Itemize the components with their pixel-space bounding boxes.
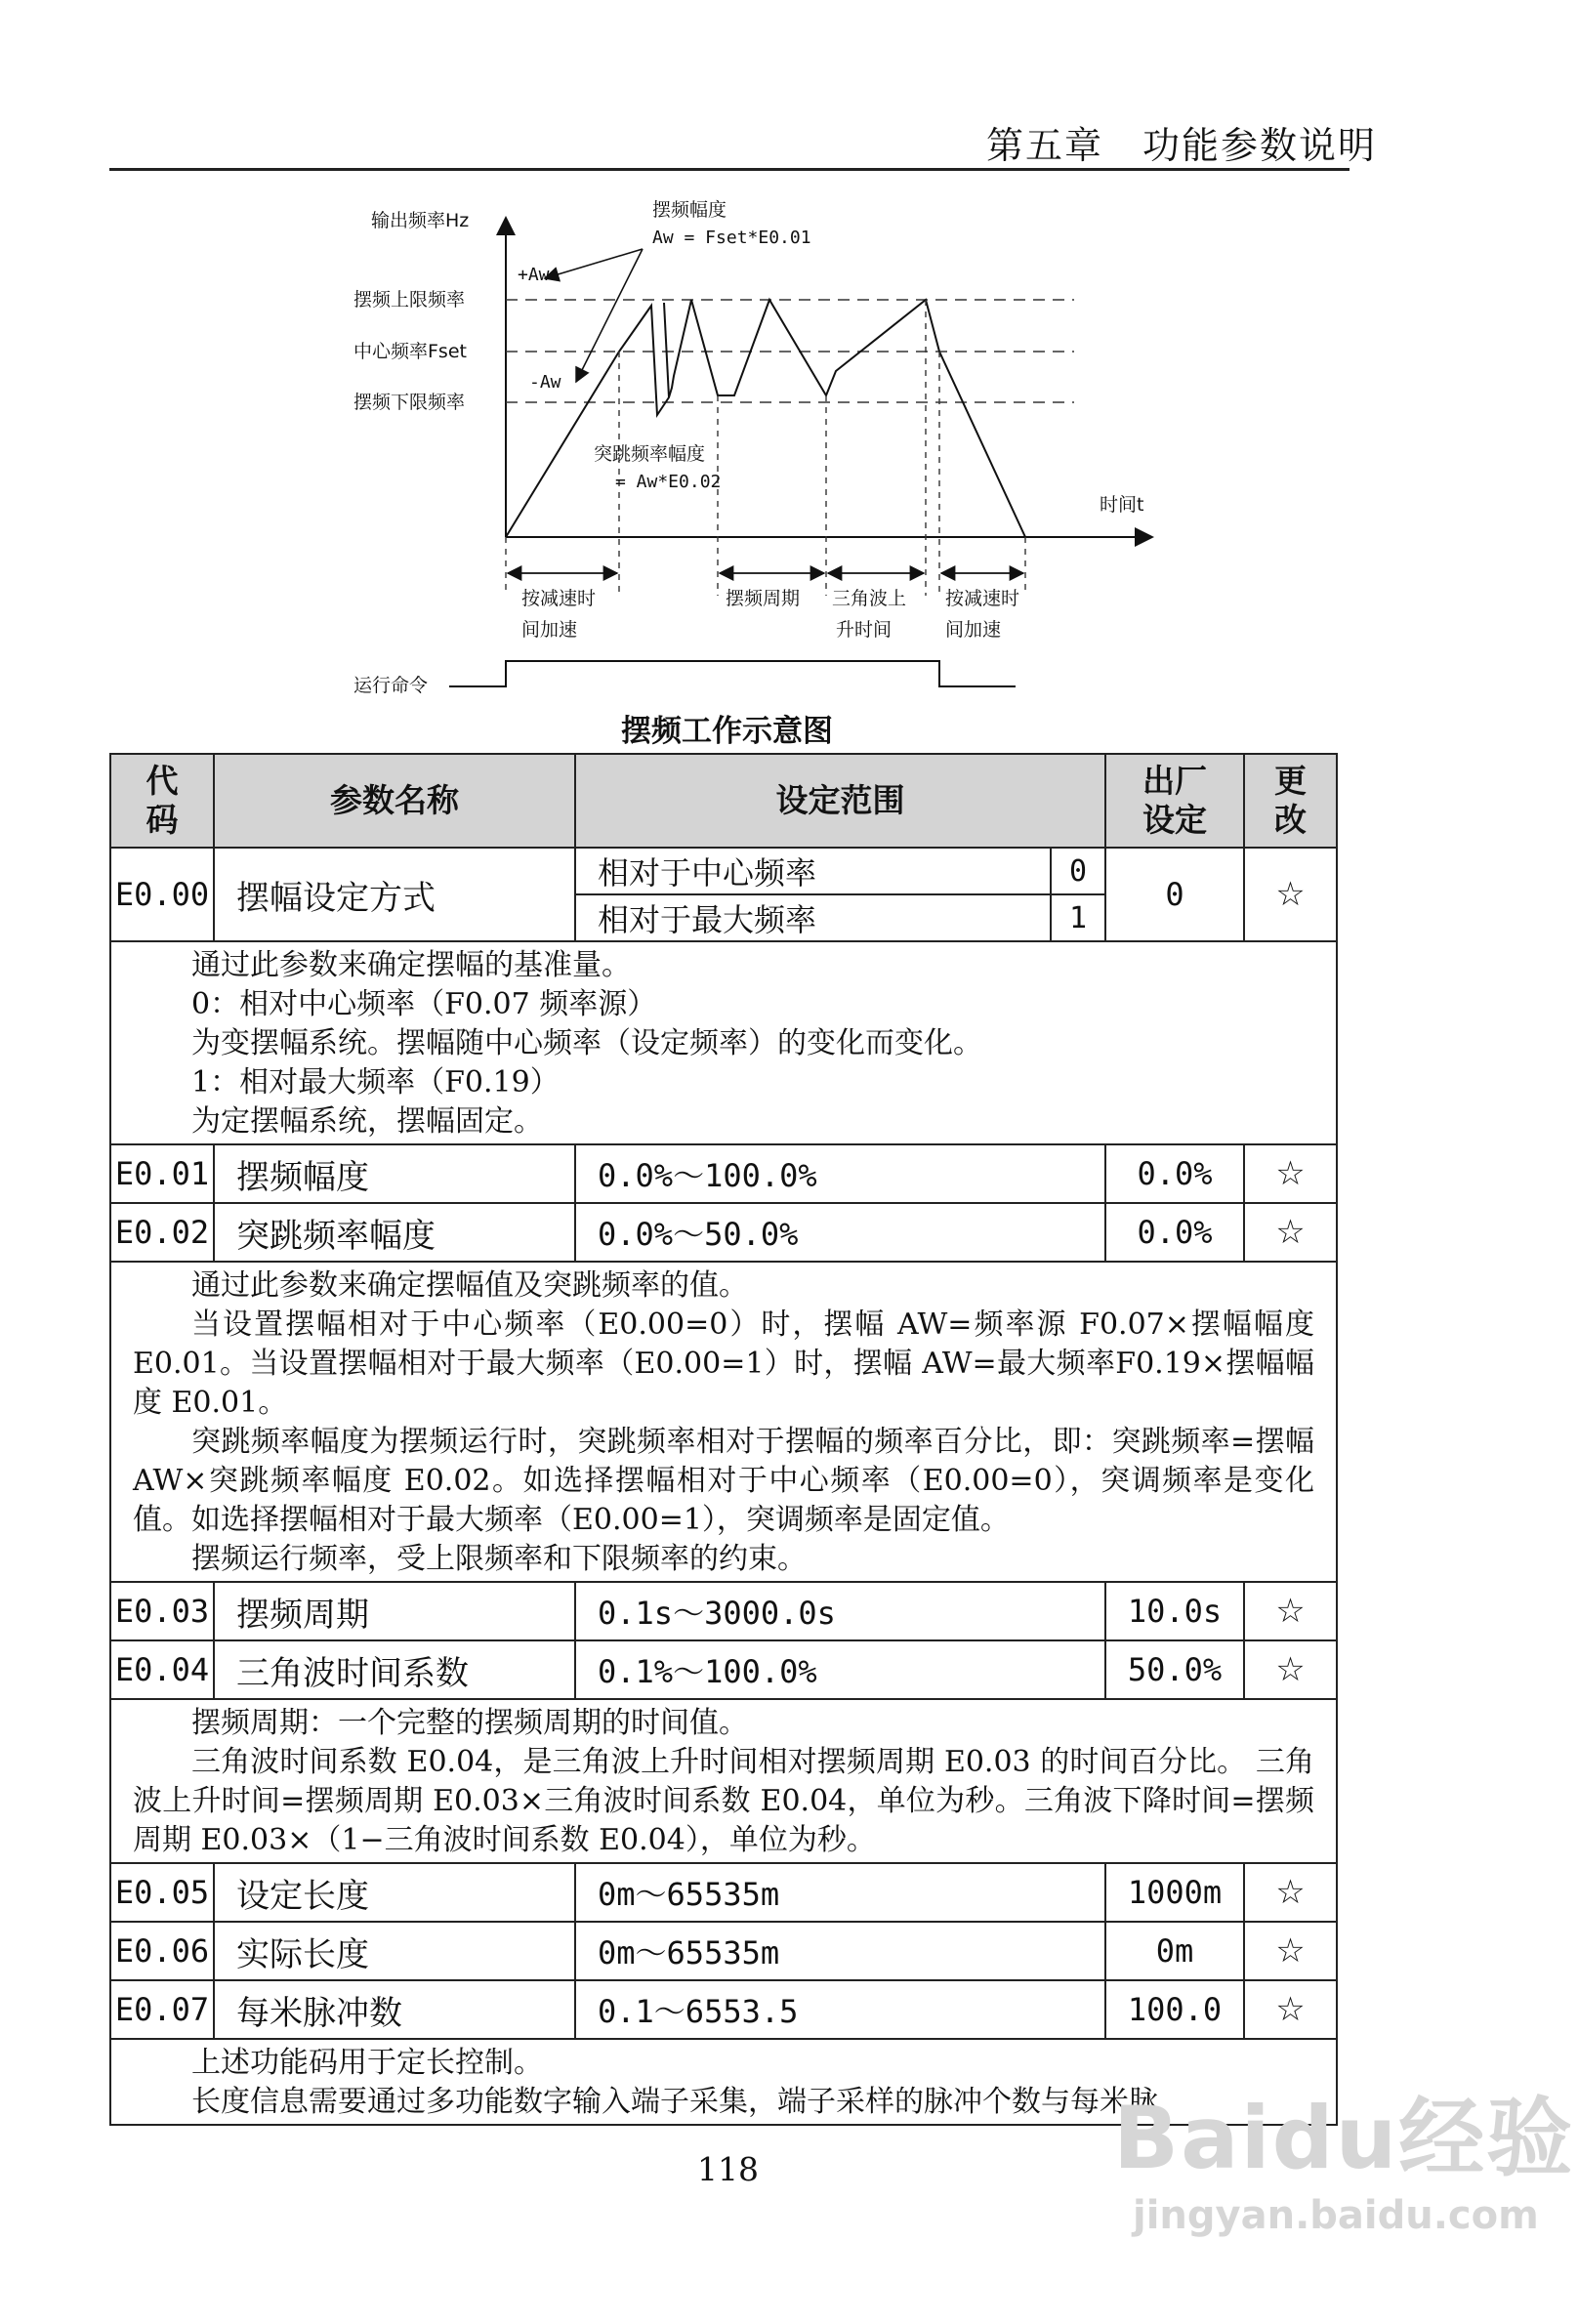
- factory-cell: 50.0%: [1105, 1640, 1244, 1699]
- header-code: 代码: [110, 754, 214, 848]
- table-row-e001: [110, 1144, 1337, 1203]
- name-cell: 摆幅设定方式: [214, 848, 575, 941]
- decel-label-2: 间加速: [945, 619, 1002, 641]
- table-row-e002: [110, 1203, 1337, 1262]
- code-cell: E0.00: [110, 848, 214, 941]
- range-cell: 0m～65535m: [575, 1922, 1105, 1980]
- y-axis-label: 输出频率Hz: [371, 210, 470, 231]
- watermark-url: jingyan.baidu.com: [1133, 2193, 1539, 2238]
- factory-cell: 0: [1105, 848, 1244, 941]
- header-change: 更改: [1244, 754, 1337, 848]
- table-row-e000: [110, 848, 1337, 894]
- factory-cell: 100.0: [1105, 1980, 1244, 2039]
- x-axis-label: 时间t: [1100, 494, 1144, 516]
- upper-limit-label: 摆频上限频率: [353, 289, 466, 311]
- table-header-row: [110, 754, 1337, 848]
- parameter-table: [109, 753, 1338, 2126]
- factory-cell: 0m: [1105, 1922, 1244, 1980]
- jump-title: 突跳频率幅度: [594, 443, 706, 465]
- option-label: 相对于中心频率: [575, 848, 1051, 894]
- accel-label-1: 按减速时: [521, 588, 597, 609]
- table-row-e005: [110, 1863, 1337, 1922]
- change-cell: ☆: [1244, 1980, 1337, 2039]
- chapter-header: 第五章 功能参数说明: [986, 124, 1378, 167]
- factory-cell: 0.0%: [1105, 1203, 1244, 1262]
- option-value: 1: [1051, 894, 1105, 941]
- range-cell: 0.1s～3000.0s: [575, 1582, 1105, 1640]
- description-row: [110, 1262, 1337, 1582]
- tri-label-1: 三角波上: [832, 588, 907, 609]
- header-rule: [109, 168, 1350, 171]
- name-cell: 摆频周期: [214, 1582, 575, 1640]
- minus-aw-label: -Aw: [529, 372, 561, 393]
- description-row: [110, 941, 1337, 1144]
- name-cell: 摆频幅度: [214, 1144, 575, 1203]
- frequency-waveform: [506, 300, 1025, 537]
- decel-label-1: 按减速时: [945, 588, 1020, 609]
- table-row-e003: [110, 1582, 1337, 1640]
- code-cell: E0.01: [110, 1144, 214, 1203]
- option-value: 0: [1051, 848, 1105, 894]
- range-cell: 0.0%～50.0%: [575, 1203, 1105, 1262]
- header-factory: 出厂设定: [1105, 754, 1244, 848]
- description-e001-e002: 通过此参数来确定摆幅值及突跳频率的值。 当设置摆幅相对于中心频率（E0.00=0）时，摆幅 AW=频率源 F0.07×摆幅幅度 E0.01。当设置摆幅相对于最大频率（E0.00=1）时，摆幅 AW=最大频率F0.19×摆幅幅度 E0.01。 突跳频率幅度为摆频运行时，突跳频率相对于摆幅的频率百分比，即：突跳频率=摆幅 AW×突跳频率幅度 E0.02。如选择摆幅相对于中心频率（E0.00=0），突调频率是变化值。如选择摆幅相对于最大频率（E0.00=1），突调频率是固定值。 摆频运行频率，受上限频率和下限频率的约束。: [110, 1262, 1337, 1582]
- name-cell: 每米脉冲数: [214, 1980, 575, 2039]
- range-cell: 0.1～6553.5: [575, 1980, 1105, 2039]
- description-row: [110, 1699, 1337, 1863]
- description-e005-e007: 上述功能码用于定长控制。 长度信息需要通过多功能数字输入端子采集，端子采样的脉冲个数与每米脉: [110, 2039, 1337, 2125]
- name-cell: 三角波时间系数: [214, 1640, 575, 1699]
- lower-limit-label: 摆频下限频率: [353, 392, 466, 413]
- change-cell: ☆: [1244, 1144, 1337, 1203]
- code-cell: E0.07: [110, 1980, 214, 2039]
- accel-label-2: 间加速: [521, 619, 578, 641]
- table-row-e007: [110, 1980, 1337, 2039]
- watermark-brand: Baidu经验: [1113, 2088, 1575, 2188]
- jump-formula: = Aw*E0.02: [615, 472, 722, 492]
- cycle-label: 摆频周期: [726, 588, 801, 609]
- page-number: 118: [697, 2150, 759, 2188]
- name-cell: 实际长度: [214, 1922, 575, 1980]
- code-cell: E0.04: [110, 1640, 214, 1699]
- code-cell: E0.02: [110, 1203, 214, 1262]
- header-range: 设定范围: [575, 754, 1105, 848]
- code-cell: E0.03: [110, 1582, 214, 1640]
- code-cell: E0.05: [110, 1863, 214, 1922]
- table-row-e004: [110, 1640, 1337, 1699]
- factory-cell: 10.0s: [1105, 1582, 1244, 1640]
- diagram-caption: 摆频工作示意图: [621, 714, 833, 749]
- name-cell: 设定长度: [214, 1863, 575, 1922]
- description-e003-e004: 摆频周期：一个完整的摆频周期的时间值。 三角波时间系数 E0.04，是三角波上升时间相对摆频周期 E0.03 的时间百分比。 三角波上升时间=摆频周期 E0.03×三角波时间系数 E0.04，单位为秒。三角波下降时间=摆频周期 E0.03×（1−三角波时间系数 E0.04），单位为秒。: [110, 1699, 1337, 1863]
- center-label: 中心频率Fset: [353, 341, 467, 362]
- amplitude-title: 摆频幅度: [652, 199, 727, 221]
- swing-frequency-diagram: [332, 190, 1191, 708]
- tri-label-2: 升时间: [836, 619, 893, 641]
- change-cell: ☆: [1244, 1203, 1337, 1262]
- plus-aw-label: +Aw: [518, 265, 550, 285]
- change-cell: ☆: [1244, 848, 1337, 941]
- amplitude-formula: Aw = Fset*E0.01: [652, 228, 811, 248]
- run-command-signal: [449, 661, 1016, 686]
- option-label: 相对于最大频率: [575, 894, 1051, 941]
- change-cell: ☆: [1244, 1922, 1337, 1980]
- name-cell: 突跳频率幅度: [214, 1203, 575, 1262]
- factory-cell: 1000m: [1105, 1863, 1244, 1922]
- change-cell: ☆: [1244, 1582, 1337, 1640]
- range-cell: 0.1%～100.0%: [575, 1640, 1105, 1699]
- code-cell: E0.06: [110, 1922, 214, 1980]
- header-name: 参数名称: [214, 754, 575, 848]
- baidu-watermark: [1113, 2070, 1574, 2238]
- description-e000: 通过此参数来确定摆幅的基准量。 0：相对中心频率（F0.07 频率源） 为变摆幅系统。摆幅随中心频率（设定频率）的变化而变化。 1：相对最大频率（F0.19） 为定摆幅系统，摆幅固定。: [110, 941, 1337, 1144]
- change-cell: ☆: [1244, 1640, 1337, 1699]
- range-cell: 0.0%～100.0%: [575, 1144, 1105, 1203]
- table-row-e006: [110, 1922, 1337, 1980]
- change-cell: ☆: [1244, 1863, 1337, 1922]
- run-command-label: 运行命令: [353, 675, 429, 696]
- factory-cell: 0.0%: [1105, 1144, 1244, 1203]
- range-cell: 0m～65535m: [575, 1863, 1105, 1922]
